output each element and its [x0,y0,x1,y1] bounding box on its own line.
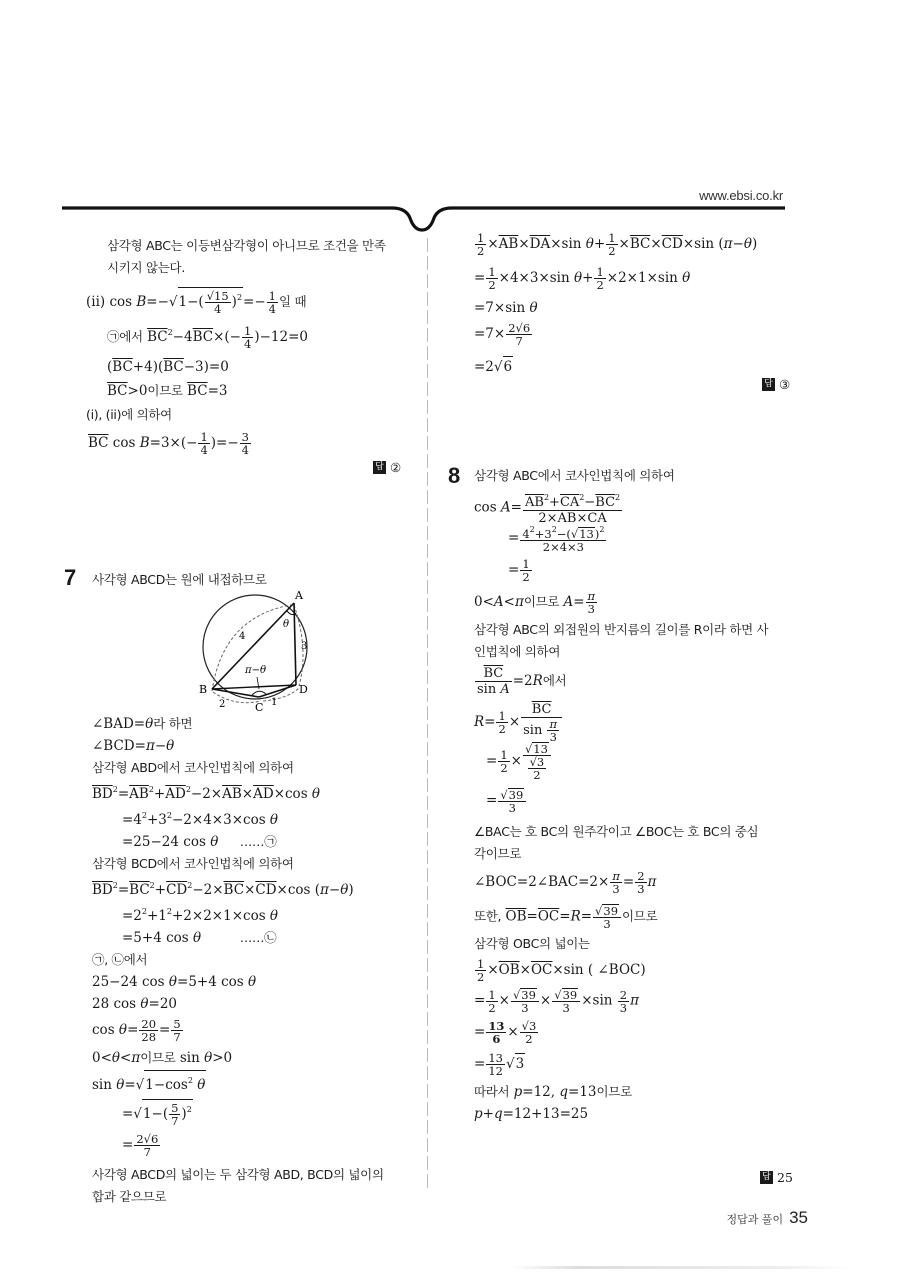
answer-mark [373,460,401,475]
scan-edge [510,1266,850,1269]
step-line: = $\frac{13}{6}$ × $\frac{√3}{2}$ [474,1019,537,1046]
conclusion-intro: (i), (ii)에 의하여 [86,407,172,422]
step-line: = $\frac{1}{2}$ × $\frac{√13}{\frac{√3}{2}}$ [474,742,792,782]
answer-badge-icon: 답 [760,1171,773,1184]
conclusion-line: $\overline{BC}$ cos B=3×(− $\frac{1}{4}$ )=− $\frac{3}{4}$ [88,430,249,457]
svg-text:2: 2 [219,699,226,710]
step-line: =25−24 cos θ ……㉠ [122,834,277,850]
step-line: = $\frac{√39}{3}$ [474,788,792,818]
case-ii-line: (ii) cos B=−√1−( $\frac{√15}{4}$ )$^2$=− $\frac{1}{4}$ 일 때 [86,289,307,316]
svg-text:D: D [299,683,308,696]
answer-badge-icon: 답 [762,378,775,391]
step-line: = $\frac{1}{2}$ × $\frac{√39}{3}$ × $\frac{√39}{3}$ ×sin $\frac{2}{3}$ π [474,987,639,1015]
page-number: 35 [789,1208,808,1227]
problem-number-7: 7 [64,565,77,590]
step-line: $(\overline{BC}+4)(\overline{BC}-3)=0$ [107,359,229,375]
step-line: p+q=12+13=25 [474,1106,589,1122]
step-line: = $\frac{1}{2}$ [508,557,530,584]
svg-text:π−θ: π−θ [245,665,266,676]
step-line: ㉠에서 $\overline{BC}^2-4\overline{BC}\times(-$ $\frac{1}{4}$ )−12=0 [107,324,308,351]
step-line: $\overline{BD}^2=\overline{BC}^2+\overline{CD}^2-2\times\overline{BC}\times\overline{CD}\times\cos$ (π−θ) [92,881,354,898]
case-label: (ii) [86,294,106,310]
left-column [88,235,423,461]
svg-text:C: C [255,701,264,714]
header-rule [62,202,785,232]
step-line: 삼각형 ABC의 외접원의 반지름의 길이를 R이라 하면 사 [474,622,769,637]
right-column [474,232,789,377]
step-line: ㉠, ㉡에서 [92,952,148,967]
step-line: ∠BAD=θ라 하면 [92,716,193,732]
step-line: =2√6 [474,356,789,377]
step-line: =√1−( $\frac{5}{7}$ )$^2$ [122,1101,192,1128]
step-line: 삼각형 ABD에서 코사인법칙에 의하여 [92,760,294,775]
step-line: $=4^2+3^2-2\times 4\times 3\times\cos$ θ [122,811,279,828]
answer-value: ② [390,460,402,475]
text-line: 시키지 않는다. [107,260,185,275]
problem-7-intro: 사각형 ABCD는 원에 내접하므로 [92,572,267,587]
step-line: 삼각형 ABC에서 코사인법칙에 의하여 [474,468,675,483]
step-line: ∠BOC=2∠BAC=2× $\frac{\pi}{3}$ = $\frac{2}{3}$ π [474,869,657,896]
problem-number-8: 8 [448,463,461,488]
column-divider [427,238,428,1188]
step-line: 28 cos θ=20 [92,996,178,1012]
svg-text:3: 3 [301,641,308,652]
answer-badge-icon: 답 [373,461,386,474]
step-line: R= $\frac{1}{2}$ × $\overline{BC}$ sin $\frac{\pi}{3}$ [474,702,792,736]
site-url: www.ebsi.co.kr [699,188,783,203]
step-line: = $\frac{13}{12}$ √3 [474,1051,525,1078]
step-line: $=2^2+1^2+2\times 2\times 1\times\cos$ θ [122,907,279,924]
step-line: 각이므로 [474,846,522,861]
step-line: $\sin \theta=√1-\cos^2$ θ [92,1070,427,1095]
step-line: =7×sin θ [474,300,538,316]
step-line: 인법칙에 의하여 [474,644,561,659]
answer-value: 25 [777,1170,793,1185]
page-footer [726,1208,808,1228]
step-line: 따라서 p=12, q=13이므로 [474,1084,632,1100]
step-line: =7× $\frac{2√6}{7}$ [474,321,531,348]
step-line: 0<A<π이므로 A= $\frac{\pi}{3}$ [474,589,596,616]
svg-text:θ: θ [283,619,290,630]
step-line: = $\frac{2√6}{7}$ [122,1132,159,1159]
step-line: 삼각형 OBC의 넓이는 [474,936,590,951]
equation-marker-2: ……㉡ [239,930,277,945]
answer-mark [760,1170,793,1185]
step-line: = $\frac{4^2+3^2-(√13)^2}{2\times 4\times 3}$ [508,525,605,554]
step-line: ∠BCD=π−θ [92,738,175,754]
step-line: ∠BAC는 호 BC의 원주각이고 ∠BOC는 호 BC의 중심 [474,824,759,839]
step-line: 합과 같으므로 [92,1189,167,1204]
step-line: = $\frac{1}{2}$ ×4×3×sin θ+ $\frac{1}{2}$ ×2×1×sin θ [474,265,691,292]
equation-marker-1: ……㉠ [239,834,277,849]
case-suffix: 일 때 [279,294,307,309]
step-line: 삼각형 BCD에서 코사인법칙에 의하여 [92,856,294,871]
step-line: $\overline{BC}>0$이므로 $\overline{BC}=3$ [107,383,228,399]
problem-7-solution [92,714,427,1207]
step-line: 또한, $\overline{OB}=\overline{OC}=R=$ $\frac{√39}{3}$ 이므로 [474,904,658,931]
step-line: cos θ= $\frac{20}{28}$ = $\frac{5}{7}$ [92,1017,181,1044]
step-line: =5+4 cos θ ……㉡ [122,930,277,946]
svg-text:1: 1 [271,697,278,708]
step-line: $\frac{1}{2}$ $\times\overline{AB}\times\overline{DA}\times\sin$ θ+ $\frac{1}{2}$ $\times\overline{BC}\times\overline{CD}\times\sin$ (π−θ) [477,231,758,258]
answer-mark [762,377,790,392]
step-line: $\overline{BD}^2=\overline{AB}^2+\overline{AD}^2-2\times\overline{AB}\times\overline{AD}\times\cos$ θ [92,785,321,802]
step-line: 0<θ<π이므로 sin θ>0 [92,1050,233,1066]
step-line: cos A= $\frac{\overline{AB}^2+\overline{CA}^2-\overline{BC}^2}{2\times\overline{AB}\times\overline{CA}}$ [474,490,792,522]
text-line: 삼각형 ABC는 이등변삼각형이 아니므로 조건을 만족 [107,238,386,253]
step-line: $\frac{1}{2}$ $\times\overline{OB}\times\overline{OC}\times\sin$ ( ∠BOC) [477,957,646,984]
answer-value: ③ [779,377,791,392]
svg-text:4: 4 [239,631,246,642]
problem-8-solution [474,466,792,1124]
step-line: $\frac{\overline{BC}}{\text{sin A}}$ =2R에서 [477,666,567,697]
footer-label: 정답과 풀이 [726,1213,784,1226]
svg-text:A: A [295,589,303,602]
svg-text:B: B [199,683,208,696]
step-line: 사각형 ABCD의 넓이는 두 삼각형 ABD, BCD의 넓이의 [92,1167,384,1182]
cyclic-quadrilateral-diagram [195,589,325,714]
step-line: 25−24 cos θ=5+4 cos θ [92,974,257,990]
